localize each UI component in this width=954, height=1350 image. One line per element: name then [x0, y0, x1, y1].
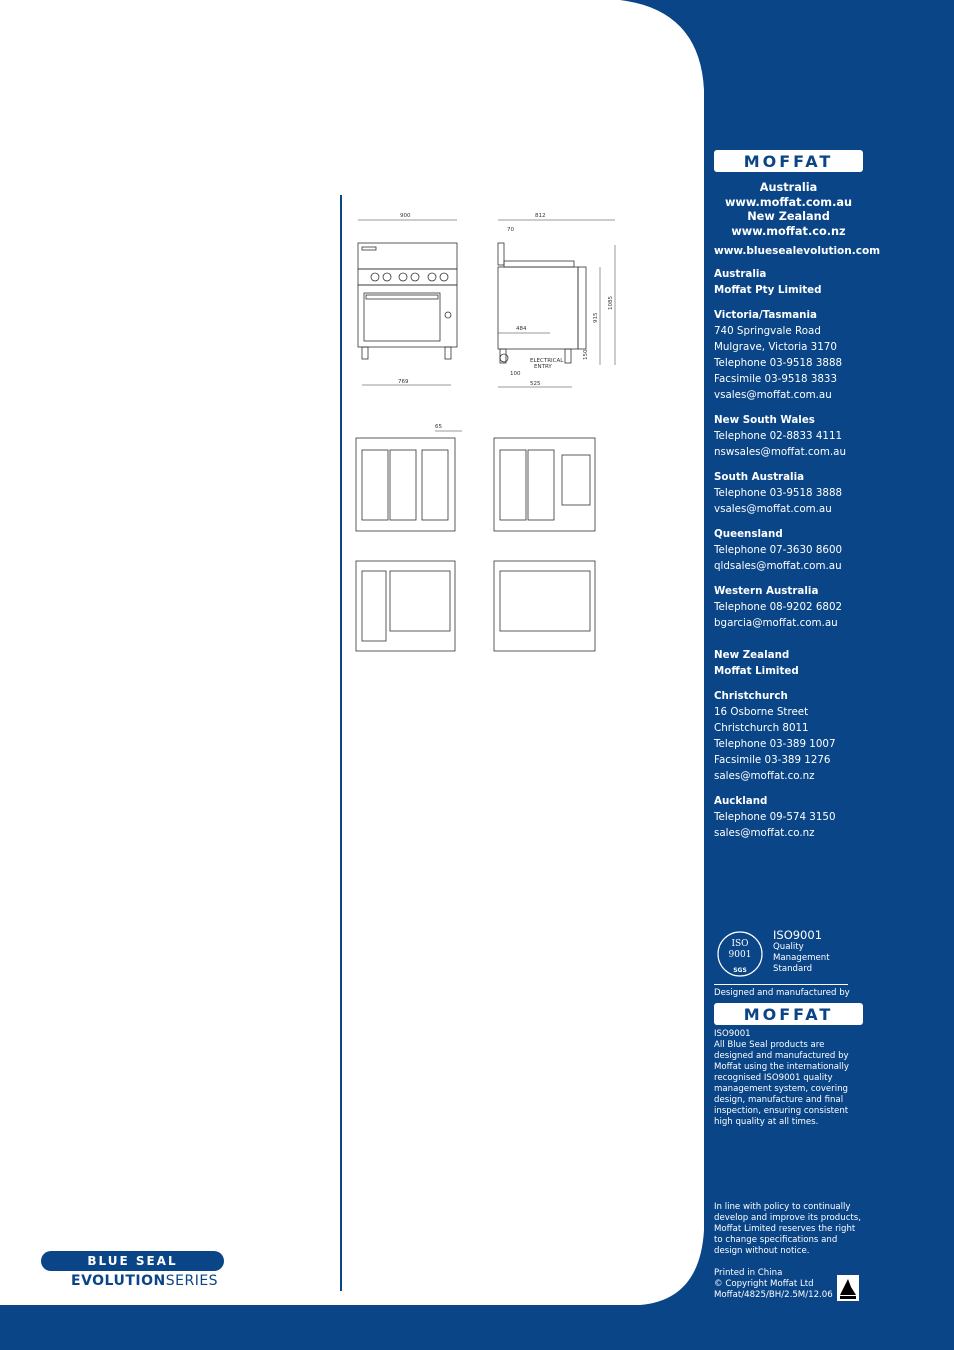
contact-section: [714, 469, 944, 517]
site-line: Australia: [759, 181, 818, 194]
contact-section-title: Queensland: [714, 528, 783, 540]
dim-entry-x: 484: [516, 326, 527, 332]
contact-section-title: Victoria/Tasmania: [714, 309, 817, 321]
website-link[interactable]: www.bluesealevolution.com: [714, 245, 881, 257]
iso-para-line: designed and manufactured by: [714, 1051, 849, 1061]
contact-sections: [714, 266, 944, 841]
contact-section: [714, 793, 944, 841]
contact-section-title: Western Australia: [714, 585, 819, 597]
print-line: Moffat/4825/BH/2.5M/12.06: [714, 1290, 833, 1300]
contact-section: [714, 266, 944, 298]
side-view: [498, 213, 615, 387]
entry-label-2: ENTRY: [534, 364, 552, 370]
contact-section: [714, 307, 944, 403]
contact-section-title: Australia: [714, 268, 767, 280]
contact-line: Telephone 03-9518 3888: [714, 357, 843, 369]
dim-height-total: 1085: [608, 296, 614, 310]
site-link[interactable]: www.moffat.co.nz: [731, 224, 846, 238]
print-info: [714, 1268, 834, 1301]
policy-line: Moffat Limited reserves the right: [714, 1224, 856, 1234]
contact-line[interactable]: nswsales@moffat.com.au: [714, 446, 846, 458]
iso-sub-2: Management: [773, 953, 830, 963]
print-mark-icon: [837, 1275, 859, 1301]
technical-drawings: [350, 205, 680, 675]
blue-seal-badge: BLUE SEAL: [41, 1251, 224, 1271]
contact-line[interactable]: vsales@moffat.com.au: [714, 389, 832, 401]
iso-para-line: high quality at all times.: [714, 1117, 819, 1127]
contact-line: Telephone 03-9518 3888: [714, 487, 843, 499]
iso-para-line: management system, covering: [714, 1084, 849, 1094]
contact-line: Telephone 03-389 1007: [714, 738, 836, 750]
policy-line: to change specifications and: [714, 1235, 838, 1245]
contact-line: Mulgrave, Victoria 3170: [714, 341, 837, 353]
iso-para-line: Moffat using the internationally: [714, 1062, 849, 1072]
iso-para-line: recognised ISO9001 quality: [714, 1073, 833, 1083]
iso-title: ISO9001: [773, 928, 823, 942]
iso-para-line: design, manufacture and final: [714, 1095, 844, 1105]
policy-text: [714, 1202, 874, 1257]
entry-label-1: ELECTRICAL: [530, 358, 564, 364]
print-line: © Copyright Moffat Ltd: [714, 1279, 814, 1289]
top-view-3: [356, 561, 455, 651]
contact-line: Christchurch 8011: [714, 722, 809, 734]
contact-line: Telephone 08-9202 6802: [714, 601, 843, 613]
dim-depth: 812: [535, 213, 546, 219]
contact-line[interactable]: qldsales@moffat.com.au: [714, 560, 842, 572]
contact-section-title: New Zealand: [714, 649, 790, 661]
iso-block: [714, 928, 854, 1128]
contact-section: [714, 647, 944, 679]
dim-height-work: 915: [593, 312, 599, 323]
moffat-logo-bottom: MOFFAT: [714, 1003, 863, 1025]
contact-line[interactable]: sales@moffat.co.nz: [714, 827, 815, 839]
contact-sidebar: [714, 150, 944, 841]
evolution-series-logo: EVOLUTIONSERIES: [71, 1273, 219, 1289]
iso-para-line: All Blue Seal products are: [714, 1040, 825, 1050]
contact-line[interactable]: vsales@moffat.com.au: [714, 503, 832, 515]
contact-section: [714, 583, 944, 631]
top-view-2: [494, 438, 595, 531]
top-view-4: [494, 561, 595, 651]
contact-section: [714, 526, 944, 574]
contact-section-title: New South Wales: [714, 414, 815, 426]
contact-line: Facsimile 03-389 1276: [714, 754, 831, 766]
contact-section: [714, 412, 944, 460]
blue-seal-logo: [41, 1251, 224, 1289]
dim-entry-depth: 525: [530, 381, 541, 387]
contact-line: Telephone 09-574 3150: [714, 811, 836, 823]
sites-block: [714, 181, 863, 239]
contact-line: 740 Springvale Road: [714, 325, 821, 337]
contact-section-title: South Australia: [714, 471, 805, 483]
iso-para-title: ISO9001: [714, 1029, 751, 1039]
svg-text:9001: 9001: [728, 950, 752, 960]
dim-leg: 150: [583, 349, 589, 360]
dim-width: 900: [400, 213, 411, 219]
iso-sub-1: Quality: [773, 942, 804, 952]
policy-line: design without notice.: [714, 1246, 810, 1256]
policy-line: develop and improve its products,: [714, 1213, 861, 1223]
site-link[interactable]: www.moffat.com.au: [724, 195, 853, 209]
contact-line: 16 Osborne Street: [714, 706, 809, 718]
contact-line: Telephone 02-8833 4111: [714, 430, 843, 442]
divider-line: [340, 195, 342, 1291]
iso-sub-3: Standard: [773, 964, 813, 974]
svg-text:SGS: SGS: [733, 967, 747, 974]
iso-seal-icon: [714, 928, 769, 978]
iso-paragraph: [714, 1040, 854, 1128]
top-view-1: [356, 424, 462, 531]
iso-para-line: inspection, ensuring consistent: [714, 1106, 849, 1116]
svg-text:ISO: ISO: [731, 939, 749, 949]
contact-section: [714, 688, 944, 784]
print-line: Printed in China: [714, 1268, 783, 1278]
contact-line[interactable]: sales@moffat.co.nz: [714, 770, 815, 782]
contact-line: Facsimile 03-9518 3833: [714, 373, 838, 385]
contact-line: Telephone 07-3630 8600: [714, 544, 843, 556]
contact-line: Moffat Limited: [714, 665, 799, 677]
contact-section-title: Christchurch: [714, 690, 788, 702]
designed-by: Designed and manufactured by: [714, 988, 850, 998]
contact-line[interactable]: bgarcia@moffat.com.au: [714, 617, 838, 629]
site-line: New Zealand: [747, 210, 830, 223]
contact-section-title: Auckland: [714, 795, 768, 807]
policy-line: In line with policy to continually: [714, 1202, 851, 1212]
dim-flue: 70: [507, 227, 514, 233]
moffat-logo: MOFFAT: [714, 150, 863, 172]
dim-entry-offset: 100: [510, 371, 521, 377]
dim-oven-width: 769: [398, 379, 409, 385]
dim-top-offset: 65: [435, 424, 442, 430]
contact-line: Moffat Pty Limited: [714, 284, 822, 296]
front-view: [358, 213, 457, 385]
